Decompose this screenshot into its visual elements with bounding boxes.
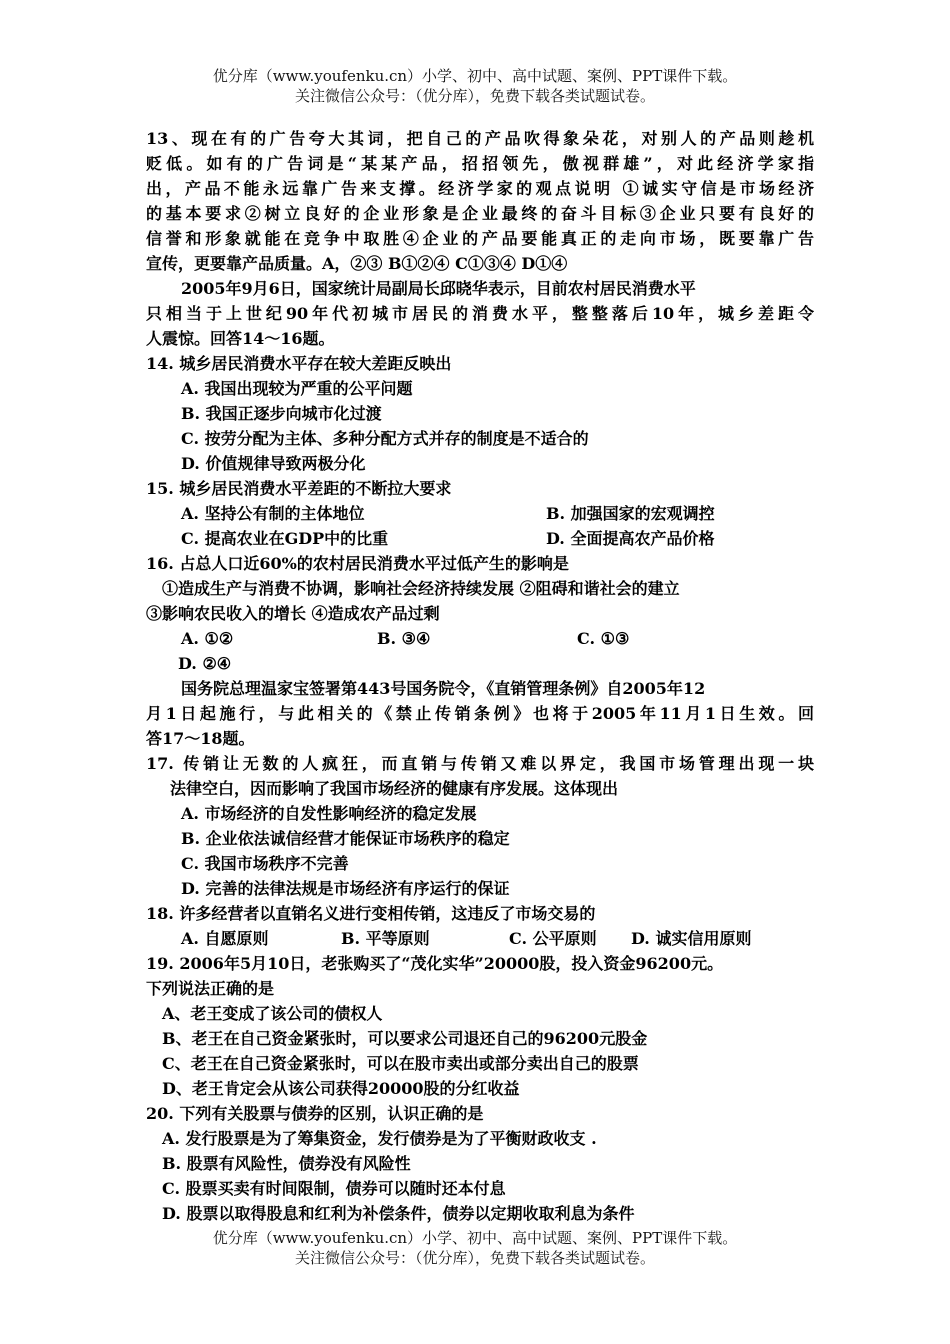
page-header <box>0 66 950 106</box>
question-19 <box>146 951 814 1101</box>
q14-option-a: A. 我国出现较为严重的公平问题 <box>181 379 413 398</box>
exam-content <box>146 126 814 1226</box>
q16-option-a: A. ①② <box>181 629 234 648</box>
passage1-line-1: 2005年9月6日，国家统计局副局长邱晓华表示，目前农村居民消费水平 <box>181 279 696 298</box>
q13-line-1: 13、现在有的广告夸大其词，把自己的产品吹得象朵花，对别人的产品则趁机 <box>146 129 814 148</box>
passage1-line-3: 人震惊。回答14～16题。 <box>146 329 335 348</box>
q17-option-a: A. 市场经济的自发性影响经济的稳定发展 <box>181 804 477 823</box>
page-footer <box>0 1228 950 1268</box>
q16-stem: 16. 占总人口近60%的农村居民消费水平过低产生的影响是 <box>146 554 569 573</box>
q16-option-b: B. ③④ <box>377 629 431 648</box>
q15-stem: 15. 城乡居民消费水平差距的不断拉大要求 <box>146 479 452 498</box>
q15-option-b: B. 加强国家的宏观调控 <box>546 504 715 523</box>
q16-line-2: ③影响农民收入的增长 ④造成农产品过剩 <box>146 604 440 623</box>
q15-option-d: D. 全面提高农产品价格 <box>546 529 715 548</box>
q19-line-2: 下列说法正确的是 <box>146 979 275 998</box>
q20-stem: 20. 下列有关股票与债券的区别，认识正确的是 <box>146 1104 484 1123</box>
q15-options-row-2 <box>146 526 814 551</box>
q17-line-2: 法律空白，因而影响了我国市场经济的健康有序发展。这体现出 <box>170 779 619 798</box>
question-18 <box>146 901 814 951</box>
q19-option-a: A、老王变成了该公司的债权人 <box>162 1004 383 1023</box>
passage-1 <box>146 276 814 351</box>
question-20 <box>146 1101 814 1226</box>
q13-line-4: 的基本要求②树立良好的企业形象是企业最终的奋斗目标③企业只要有良好的 <box>146 204 814 223</box>
passage2-line-2: 月1日起施行，与此相关的《禁止传销条例》也将于2005年11月1日生效。回 <box>146 704 814 723</box>
q16-option-c: C. ①③ <box>577 629 630 648</box>
q20-option-c: C. 股票买卖有时间限制，债券可以随时还本付息 <box>162 1179 506 1198</box>
q19-option-c: C、老王在自己资金紧张时，可以在股市卖出或部分卖出自己的股票 <box>162 1054 639 1073</box>
q15-option-c: C. 提高农业在GDP中的比重 <box>181 529 389 548</box>
question-16 <box>146 551 814 676</box>
q20-option-b: B. 股票有风险性，债券没有风险性 <box>162 1154 411 1173</box>
q16-option-d: D. ②④ <box>178 654 232 673</box>
q19-option-b: B、老王在自己资金紧张时，可以要求公司退还自己的96200元股金 <box>162 1029 648 1048</box>
q13-line-5: 信誉和形象就能在竞争中取胜④企业的产品要能真正的走向市场，既要靠广告 <box>146 229 814 248</box>
q16-options-row <box>146 626 814 651</box>
q18-stem: 18. 许多经营者以直销名义进行变相传销，这违反了市场交易的 <box>146 904 596 923</box>
q18-option-c: C. 公平原则 <box>509 929 597 948</box>
header-line-1: 优分库（www.youfenku.cn）小学、初中、高中试题、案例、PPT课件下载。 <box>212 67 738 85</box>
q19-option-d: D、老王肯定会从该公司获得20000股的分红收益 <box>162 1079 520 1098</box>
q14-stem: 14. 城乡居民消费水平存在较大差距反映出 <box>146 354 452 373</box>
q13-line-3: 出，产品不能永远靠广告来支撑。经济学家的观点说明 ①诚实守信是市场经济 <box>146 179 814 198</box>
q14-option-d: D. 价值规律导致两极分化 <box>181 454 366 473</box>
q17-option-c: C. 我国市场秩序不完善 <box>181 854 349 873</box>
passage2-line-1: 国务院总理温家宝签署第443号国务院令，《直销管理条例》自2005年12 <box>181 679 706 698</box>
q15-option-a: A. 坚持公有制的主体地位 <box>181 504 365 523</box>
q17-option-d: D. 完善的法律法规是市场经济有序运行的保证 <box>181 879 510 898</box>
footer-line-1: 优分库（www.youfenku.cn）小学、初中、高中试题、案例、PPT课件下载。 <box>212 1229 738 1247</box>
q16-line-1: ①造成生产与消费不协调，影响社会经济持续发展 ②阻碍和谐社会的建立 <box>162 579 680 598</box>
question-15 <box>146 476 814 551</box>
question-17 <box>146 751 814 901</box>
passage-2 <box>146 676 814 751</box>
q13-line-2: 贬低。如有的广告词是“某某产品，招招领先，傲视群雄”，对此经济学家指 <box>146 154 814 173</box>
q17-line-1: 17. 传销让无数的人疯狂，而直销与传销又难以界定，我国市场管理出现一块 <box>146 754 814 773</box>
footer-line-2: 关注微信公众号：（优分库），免费下载各类试题试卷。 <box>294 1249 655 1267</box>
passage2-line-3: 答17～18题。 <box>146 729 255 748</box>
q18-options-row <box>146 926 814 951</box>
q18-option-d: D. 诚实信用原则 <box>631 929 752 948</box>
q13-line-6: 宣传，更要靠产品质量。A，②③ B①②④ C①③④ D①④ <box>146 254 568 273</box>
header-line-2: 关注微信公众号：（优分库），免费下载各类试题试卷。 <box>294 87 655 105</box>
q17-option-b: B. 企业依法诚信经营才能保证市场秩序的稳定 <box>181 829 510 848</box>
q20-option-a: A. 发行股票是为了筹集资金，发行债券是为了平衡财政收支 . <box>162 1129 597 1148</box>
passage1-line-2: 只相当于上世纪90年代初城市居民的消费水平，整整落后10年，城乡差距令 <box>146 304 814 323</box>
q14-option-b: B. 我国正逐步向城市化过渡 <box>181 404 382 423</box>
q18-option-a: A. 自愿原则 <box>181 929 269 948</box>
q20-option-d: D. 股票以取得股息和红利为补偿条件，债券以定期收取利息为条件 <box>162 1204 635 1223</box>
question-13 <box>146 126 814 276</box>
question-14 <box>146 351 814 476</box>
q19-line-1: 19. 2006年5月10日，老张购买了“茂化实华”20000股，投入资金96200元。 <box>146 954 724 973</box>
q14-option-c: C. 按劳分配为主体、多种分配方式并存的制度是不适合的 <box>181 429 589 448</box>
q15-options-row-1 <box>146 501 814 526</box>
q18-option-b: B. 平等原则 <box>341 929 430 948</box>
